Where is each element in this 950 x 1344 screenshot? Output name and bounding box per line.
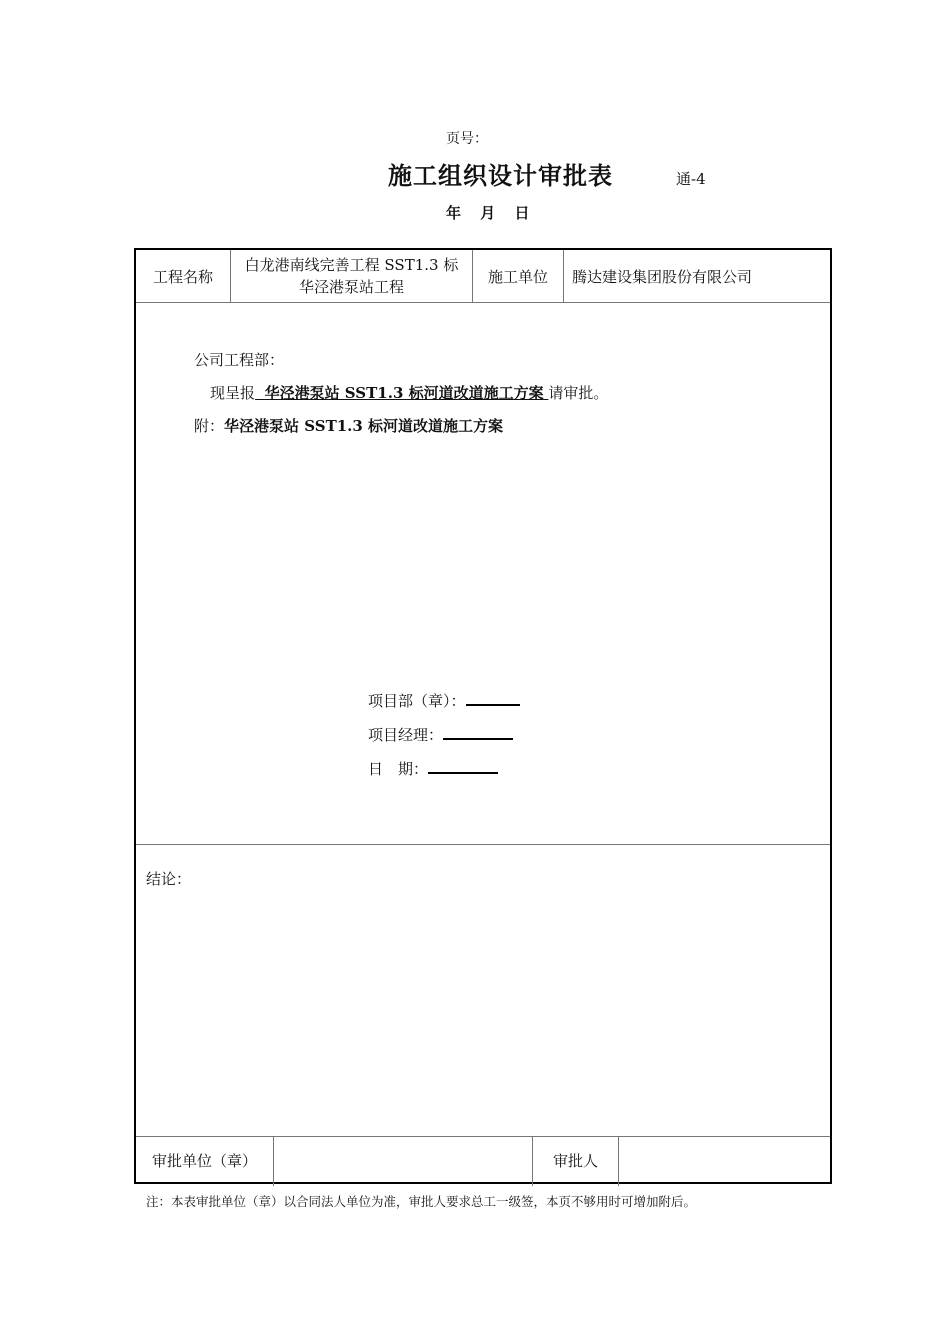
project-manager-signature-blank[interactable] [443, 724, 513, 740]
page-number-label: 页号： [446, 131, 488, 147]
sign-date-line [368, 758, 498, 779]
date-placeholder: 年 月 日 [446, 204, 530, 222]
footnote: 注：本表审批单位（章）以合同法人单位为准，审批人要求总工一级签，本页不够用时可增加附后。 [146, 1194, 697, 1209]
attachment-line [194, 415, 503, 436]
submission-line [210, 382, 608, 403]
submission-item [255, 384, 548, 402]
attachment-prefix: 附： [194, 417, 225, 435]
approver-label: 审批人 [552, 1152, 598, 1170]
contractor-name: 腾达建设集团股份有限公司 [572, 267, 753, 286]
submission-prefix: 现呈报 [210, 384, 256, 402]
approver-field[interactable] [619, 1137, 830, 1184]
project-name-label: 工程名称 [152, 267, 213, 286]
sign-date-label: 日 期： [368, 760, 429, 778]
attachment-item: 华泾港泵站 SST1.3 标河道改道施工方案 [224, 417, 504, 435]
contractor-label: 施工单位 [487, 267, 548, 286]
project-name-line1: 白龙港南线完善工程 SST1.3 标 [244, 256, 459, 274]
approval-unit-label: 审批单位（章） [151, 1152, 257, 1170]
project-manager-label: 项目经理： [368, 726, 444, 744]
form-code: 通-4 [676, 170, 706, 188]
project-dept-signature-blank[interactable] [466, 690, 520, 706]
project-name-value [231, 250, 472, 302]
row-divider [136, 302, 830, 303]
form-title: 施工组织设计审批表 [388, 161, 613, 190]
sign-date-blank[interactable] [428, 758, 498, 774]
approval-unit-field[interactable] [274, 1137, 532, 1184]
column-divider [563, 250, 564, 302]
project-manager-line [368, 724, 513, 745]
row-divider [136, 844, 830, 845]
project-dept-stamp-line [368, 690, 520, 711]
recipient-line: 公司工程部： [194, 351, 285, 369]
project-dept-label: 项目部（章）： [368, 692, 466, 710]
submission-suffix: 请审批。 [548, 384, 609, 402]
approval-form-table [134, 248, 832, 1184]
project-name-line2: 华泾港泵站工程 [298, 278, 404, 296]
conclusion-label: 结论： [146, 870, 192, 888]
submission-item-text: 华泾港泵站 SST1.3 标河道改道施工方案 [264, 384, 544, 402]
